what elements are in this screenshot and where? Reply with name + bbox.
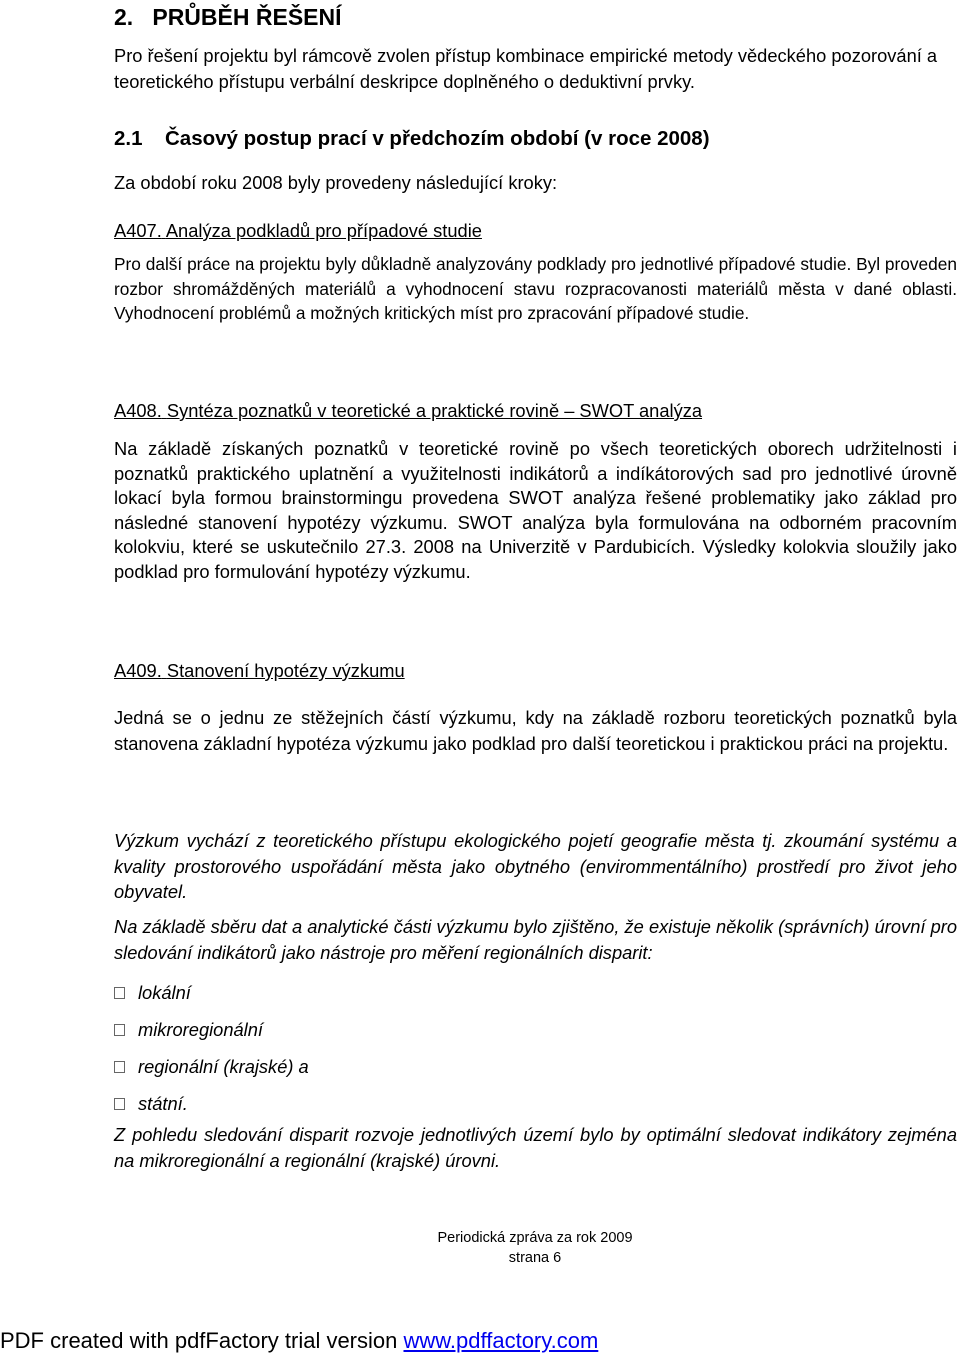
a409-title: Stanovení hypotézy výzkumu: [166, 660, 405, 681]
section-title: PRŮBĚH ŘEŠENÍ: [152, 4, 342, 30]
pdf-banner: [0, 1326, 598, 1356]
list-item: [114, 974, 957, 1011]
a407-code: A407.: [114, 220, 162, 241]
a407-heading: [114, 218, 957, 244]
footer-report-title: Periodická zpráva za rok 2009: [437, 1230, 633, 1246]
subsection-number: 2.1: [114, 127, 143, 150]
a408-body: Na základě získaných poznatků v teoretické rovině po všech teoretických oborech udržitelnosti i poznatků praktického uplatnění a využitelnosti indikátorů a indíkátorových sad pro jednotlivé úrovně lokací byla formou brainstormingu provedena SWOT analýza řešené problematiky jako základ pro následné stanovení hypotézy výzkumu. SWOT analýza byla formulována na odborném pracovním kolokviu, které se uskutečnilo 27.3. 2008 na Univerzitě v Pardubicích. Výsledky kolokvia sloužily jako podklad pro formulování hypotézy výzkumu.: [114, 438, 957, 582]
a407-title: Analýza podkladů pro případové studie: [165, 220, 482, 241]
footer-page-number: strana 6: [508, 1250, 562, 1266]
list-item-label: mikroregionální: [138, 1018, 263, 1040]
list-item-label: regionální (krajské) a: [138, 1055, 309, 1077]
section-number: 2.: [114, 4, 134, 30]
a407-body: Pro další práce na projektu byly důkladně analyzovány podklady pro jednotlivé případové studie. Byl proveden rozbor shromážděných materiálů a vyhodnocení stavu rozpracovanosti materiálů města v dané oblasti. Vyhodnocení problémů a možných kritických míst pro zpracování případové studie.: [114, 254, 957, 324]
a409-code: A409.: [114, 660, 162, 681]
page-footer: [0, 1228, 960, 1268]
subsection-heading: [114, 126, 957, 152]
list-item: [114, 1011, 957, 1048]
checkbox-bullet-icon: [114, 987, 125, 999]
hypothesis-paragraph: Výzkum vychází z teoretického přístupu ekologického pojetí geografie města tj. zkoumání systému a kvality prostorového uspořádání města jako obytného (envirommentálního) prostředí pro život jeho obyvatel.: [114, 830, 957, 902]
checkbox-bullet-icon: [114, 1061, 125, 1073]
list-item-label: státní.: [138, 1092, 188, 1114]
list-item: [114, 1085, 957, 1122]
pdf-banner-text: PDF created with pdfFactory trial version: [0, 1328, 404, 1353]
levels-list: [114, 974, 957, 1122]
levels-intro-paragraph: Na základě sběru dat a analytické části výzkumu bylo zjištěno, že existuje několik (správních) úrovní pro sledování indikátorů jako nástroje pro měření regionálních disparit:: [114, 916, 957, 963]
subsection-title: Časový postup prací v předchozím období (v roce 2008): [165, 127, 710, 150]
a409-body: Jedná se o jednu ze stěžejních částí výzkumu, kdy na základě rozboru teoretických poznatků byla stanovena základní hypotéza výzkumu jako podklad pro další teoretickou i praktickou práci na projektu.: [114, 707, 957, 754]
checkbox-bullet-icon: [114, 1098, 125, 1110]
steps-intro: Za období roku 2008 byly provedeny následující kroky:: [114, 172, 558, 193]
intro-paragraph: Pro řešení projektu byl rámcově zvolen přístup kombinace empirické metody vědeckého pozorování a teoretického přístupu verbální deskripce doplněného o deduktivní prvky.: [114, 45, 938, 92]
a408-title: Syntéza poznatků v teoretické a praktické rovině – SWOT analýza: [166, 400, 703, 421]
section-heading: [114, 3, 957, 31]
pdffactory-link[interactable]: www.pdffactory.com: [403, 1328, 599, 1353]
list-item-label: lokální: [138, 981, 191, 1003]
list-item: [114, 1048, 957, 1085]
a409-heading: [114, 658, 957, 684]
a408-heading: [114, 398, 957, 424]
conclusion-paragraph: Z pohledu sledování disparit rozvoje jednotlivých území bylo by optimální sledovat indikátory zejména na mikroregionální a regionální (krajské) úrovni.: [114, 1124, 957, 1171]
checkbox-bullet-icon: [114, 1024, 125, 1036]
a408-code: A408.: [114, 400, 162, 421]
